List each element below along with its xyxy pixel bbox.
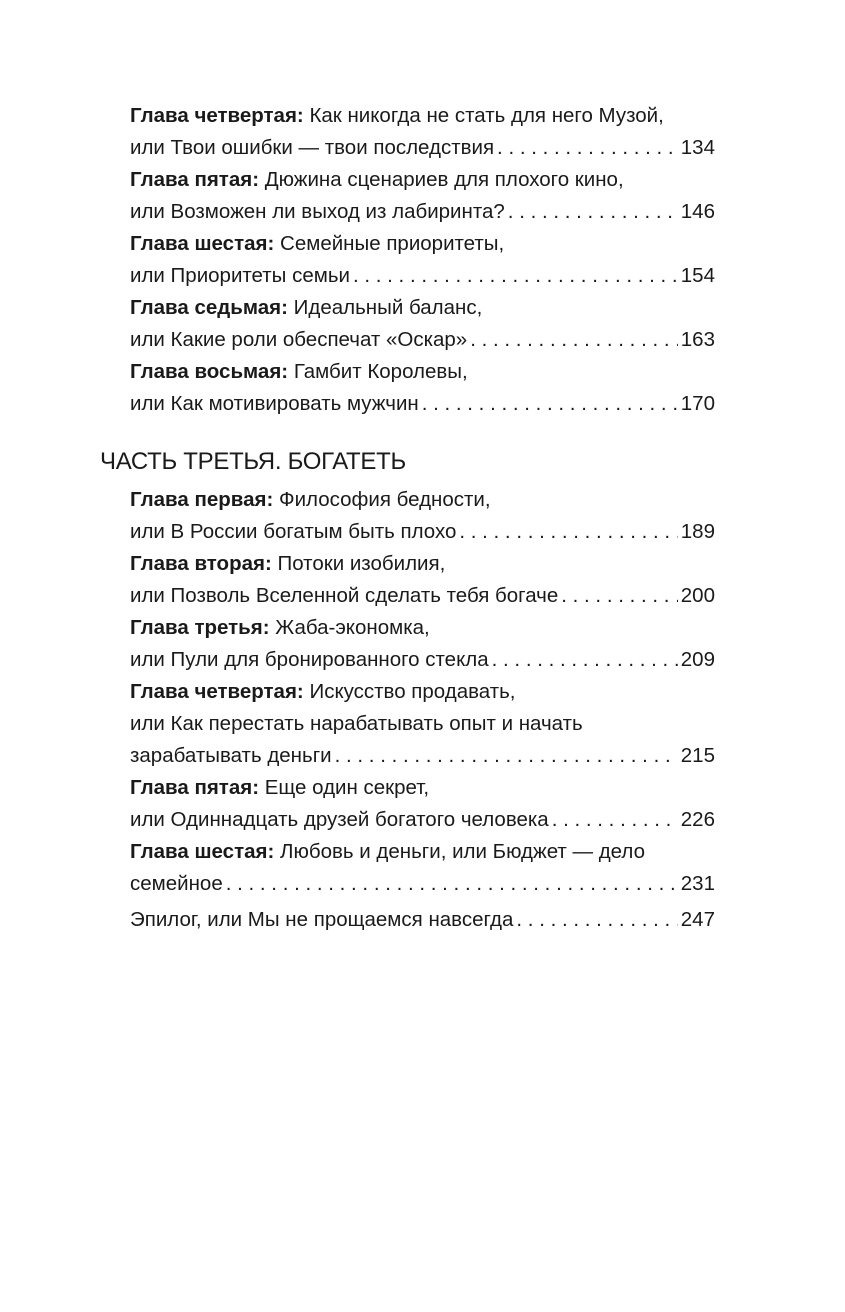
chapter-subtitle-continued: зарабатывать деньги [130,744,332,767]
chapter-subtitle: или Как мотивировать мужчин [130,392,419,415]
page-number: 226 [680,808,715,831]
leader-dots [516,904,677,936]
chapter-subtitle: семейное [130,872,223,895]
leader-dots [470,324,678,356]
page-number: 231 [680,872,715,895]
chapter-subtitle: или Возможен ли выход из лабиринта? [130,200,505,223]
part-heading: ЧАСТЬ ТРЕТЬЯ. БОГАТЕТЬ [100,448,406,475]
page-number: 189 [680,520,715,543]
page-number: 247 [680,908,715,931]
chapter-title: Философия бедности, [278,488,491,511]
leader-dots [335,740,678,772]
leader-dots [561,580,678,612]
toc-entry[interactable] [130,164,715,228]
chapter-number: Глава четвертая: [130,680,304,703]
leader-dots [226,868,678,900]
leader-dots [422,388,678,420]
toc-entry[interactable] [130,548,715,612]
chapter-title: Семейные приоритеты, [280,232,505,255]
chapter-title: Еще один секрет, [264,776,430,799]
page-number: 163 [680,328,715,351]
chapter-number: Глава восьмая: [130,360,289,383]
chapter-number: Глава пятая: [130,776,260,799]
chapter-number: Глава первая: [130,488,274,511]
leader-dots [492,644,678,676]
page-number: 215 [680,744,715,767]
chapter-title: Жаба-экономка, [275,616,430,639]
chapter-title: Идеальный баланс, [293,296,483,319]
page-number: 146 [680,200,715,223]
chapter-subtitle: или В России богатым быть плохо [130,520,457,543]
toc-entry[interactable] [130,676,715,772]
page-number: 209 [680,648,715,671]
leader-dots [508,196,678,228]
chapter-subtitle: или Приоритеты семьи [130,264,350,287]
toc-entry[interactable] [130,356,715,420]
chapter-number: Глава шестая: [130,232,275,255]
part-two-chapter-list [130,100,715,420]
page-number: 154 [680,264,715,287]
toc-entry[interactable] [130,228,715,292]
chapter-title: Гамбит Королевы, [293,360,468,383]
chapter-title: Искусство продавать, [309,680,516,703]
chapter-title: Дюжина сценариев для плохого кино, [264,168,624,191]
chapter-subtitle: или Позволь Вселенной сделать тебя богаче [130,584,559,607]
chapter-number: Глава четвертая: [130,104,304,127]
epilogue-title: Эпилог, или Мы не прощаемся навсегда [130,908,514,931]
chapter-title: Любовь и деньги, или Бюджет — дело [280,840,645,863]
toc-entry[interactable] [130,292,715,356]
toc-entry[interactable] [130,484,715,548]
chapter-number: Глава шестая: [130,840,275,863]
chapter-number: Глава вторая: [130,552,272,575]
chapter-title: Как никогда не стать для него Музой, [309,104,664,127]
toc-entry-epilogue[interactable] [130,904,715,936]
chapter-title: Потоки изобилия, [277,552,446,575]
chapter-subtitle: или Как перестать нарабатывать опыт и начать [130,712,583,735]
leader-dots [552,804,678,836]
toc-entry[interactable] [130,100,715,164]
toc-entry[interactable] [130,612,715,676]
leader-dots [497,132,678,164]
chapter-subtitle: или Какие роли обеспечат «Оскар» [130,328,468,351]
chapter-number: Глава седьмая: [130,296,288,319]
chapter-subtitle: или Одиннадцать друзей богатого человека [130,808,549,831]
chapter-subtitle: или Твои ошибки — твои последствия [130,136,495,159]
leader-dots [459,516,677,548]
page-number: 200 [680,584,715,607]
page-number: 134 [680,136,715,159]
chapter-number: Глава третья: [130,616,270,639]
chapter-number: Глава пятая: [130,168,260,191]
page-number: 170 [680,392,715,415]
toc-entry[interactable] [130,836,715,900]
toc-entry[interactable] [130,772,715,836]
leader-dots [353,260,678,292]
chapter-subtitle: или Пули для бронированного стекла [130,648,489,671]
part-three-chapter-list [130,484,715,936]
